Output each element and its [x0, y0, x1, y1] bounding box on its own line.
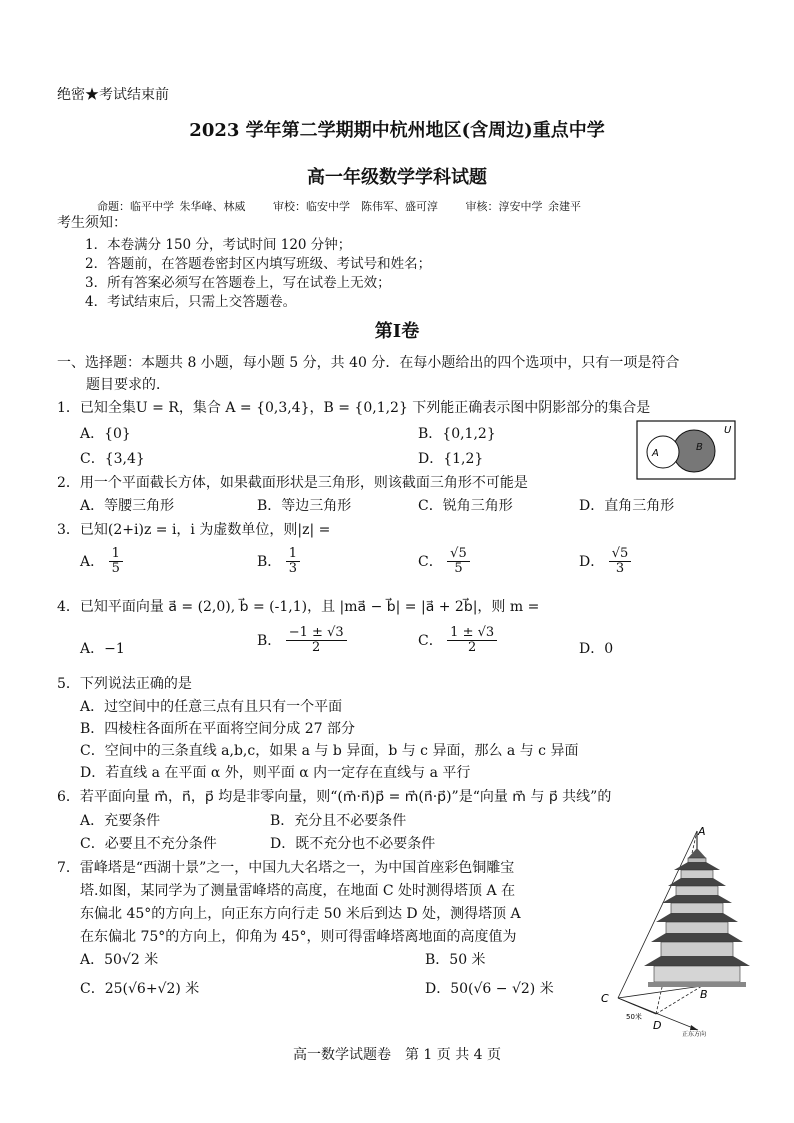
point-label-a: A	[698, 826, 706, 838]
credit-reviewer: 审校：临安中学 陈伟军、盛可淳	[273, 200, 438, 213]
venn-label-b: B	[696, 442, 703, 453]
q4-option-b	[257, 626, 347, 656]
point-label-b: B	[700, 988, 708, 1001]
q6-option-b: B．充分且不必要条件	[270, 813, 407, 829]
q5-option-a: A．过空间中的任意三点有且只有一个平面	[80, 699, 343, 715]
q1-option-c: C．{3,4}	[80, 451, 145, 467]
pagoda-roof	[662, 895, 732, 903]
option-label: A．	[80, 553, 105, 570]
point-label-c: C	[601, 992, 609, 1005]
venn-label-a: A	[652, 448, 659, 459]
exam-subtitle: 高一年级数学学科试题	[307, 167, 487, 188]
pagoda-roof	[688, 848, 706, 858]
q4-option-a: A．−1	[80, 641, 125, 657]
q6-option-a: A．充要条件	[80, 813, 161, 829]
pagoda-figure	[596, 826, 756, 1038]
numerator: 1	[109, 547, 123, 562]
question-5-stem: 5．下列说法正确的是	[57, 676, 192, 692]
q6-option-d: D．既不充分也不必要条件	[270, 836, 436, 852]
denominator: 2	[468, 640, 477, 656]
denominator: 3	[288, 561, 298, 577]
q2-option-c: C．锐角三角形	[418, 498, 513, 514]
pagoda-roof	[668, 878, 726, 886]
option-label: D．	[579, 553, 605, 570]
pagoda-base	[654, 966, 740, 982]
numerator: 1	[286, 547, 300, 562]
line-db	[656, 986, 702, 1014]
denominator: 5	[111, 561, 120, 577]
notice-heading: 考生须知：	[57, 215, 127, 231]
pagoda-roof	[644, 956, 750, 966]
section-instructions-cont: 题目要求的．	[86, 377, 170, 393]
question-4-stem: 4．已知平面向量 a⃗ = (2,0), b⃗ = (-1,1)，且 |ma⃗ − b⃗| = |a⃗ + 2b⃗|，则 m =	[57, 599, 540, 615]
q7-option-a: A．50√2 米	[80, 952, 159, 968]
q2-option-a: A．等腰三角形	[80, 498, 175, 514]
q2-option-d: D．直角三角形	[579, 498, 675, 514]
q3-option-b	[257, 547, 300, 577]
q5-option-b: B．四棱柱各面所在平面将空间分成 27 部分	[80, 721, 356, 737]
question-3-stem: 3．已知(2+i)z = i，i 为虚数单位，则|z| =	[57, 522, 331, 538]
numerator: −1 ± √3	[286, 626, 347, 641]
page-footer: 高一数学试题卷 第 1 页 共 4 页	[292, 1047, 502, 1063]
numerator: 1 ± √3	[447, 626, 497, 641]
q7-option-c: C．25(√6+√2) 米	[80, 981, 200, 997]
fraction	[286, 547, 300, 577]
point-label-d: D	[653, 1019, 662, 1032]
fraction	[447, 626, 497, 656]
option-label: C．	[418, 553, 443, 570]
question-7-stem: 7．雷峰塔是“西湖十景”之一，中国九大名塔之一，为中国首座彩色铜雕宝	[57, 860, 515, 876]
denominator: 2	[312, 640, 321, 656]
part-heading: 第Ⅰ卷	[374, 321, 420, 342]
distance-label: 50米	[626, 1013, 642, 1021]
q2-option-b: B．等边三角形	[257, 498, 352, 514]
notice-item: 1．本卷满分 150 分，考试时间 120 分钟；	[85, 237, 352, 253]
pagoda-roof	[656, 913, 738, 922]
q5-option-d: D．若直线 a 在平面 α 外，则平面 α 内一定存在直线与 a 平行	[80, 765, 471, 781]
denominator: 5	[454, 561, 463, 577]
question-7-stem-cont: 东偏北 45°的方向上，向正东方向行走 50 米后到达 D 处，测得塔顶 A	[80, 906, 521, 922]
line-cb	[618, 986, 702, 998]
fraction	[109, 547, 123, 577]
section-instructions: 一、选择题：本题共 8 小题，每小题 5 分，共 40 分．在每小题给出的四个选项中，只有一项是符合	[57, 355, 680, 371]
pagoda-roof	[651, 933, 743, 942]
q7-option-d: D．50(√6 − √2) 米	[425, 981, 554, 997]
notice-item: 4．考试结束后，只需上交答题卷。	[85, 294, 297, 310]
venn-label-u: U	[724, 425, 732, 436]
credit-author: 命题：临平中学 朱华峰、林威	[97, 200, 246, 213]
q1-option-b: B．{0,1,2}	[418, 426, 496, 442]
numerator: √5	[609, 547, 632, 562]
q4-option-d: D．0	[579, 641, 614, 657]
option-label: B．	[257, 553, 282, 570]
credit-auditor: 审核：淳安中学 余建平	[465, 200, 581, 213]
direction-label: 正东方向	[682, 1031, 707, 1038]
q3-option-c	[418, 547, 470, 577]
fraction	[609, 547, 632, 577]
q1-option-a: A．{0}	[80, 426, 131, 442]
pagoda-platform	[648, 982, 746, 987]
exam-title: 2023 学年第二学期期中杭州地区(含周边)重点中学	[189, 120, 605, 141]
question-2-stem: 2．用一个平面截长方体，如果截面形状是三角形，则该截面三角形不可能是	[57, 475, 528, 491]
option-label: B．	[257, 632, 282, 649]
denominator: 3	[615, 561, 625, 577]
q4-option-c	[418, 626, 497, 656]
question-6-stem: 6．若平面向量 m⃗，n⃗，p⃗ 均是非零向量，则“(m⃗·n⃗)p⃗ = m⃗(n⃗·p⃗)”是“向量 m⃗ 与 p⃗ 共线”的	[57, 789, 612, 805]
fraction	[286, 626, 347, 656]
q6-option-c: C．必要且不充分条件	[80, 836, 217, 852]
question-1-stem: 1．已知全集U = R，集合 A = {0,3,4}，B = {0,1,2} 下列能正确表示图中阴影部分的集合是	[57, 400, 651, 416]
question-7-stem-cont: 塔.如图，某同学为了测量雷峰塔的高度，在地面 C 处时测得塔顶 A 在	[80, 883, 516, 899]
arrowhead	[690, 1025, 698, 1030]
notice-item: 2．答题前，在答题卷密封区内填写班级、考试号和姓名；	[85, 256, 432, 272]
q3-option-d	[579, 547, 631, 577]
q5-option-c: C．空间中的三条直线 a,b,c，如果 a 与 b 异面，b 与 c 异面，那么 a 与 c 异面	[80, 743, 579, 759]
venn-diagram	[636, 420, 736, 480]
q7-option-b: B．50 米	[425, 952, 486, 968]
notice-item: 3．所有答案必须写在答题卷上，写在试卷上无效；	[85, 275, 391, 291]
fraction	[447, 547, 470, 577]
pagoda-roof	[674, 862, 720, 870]
question-7-stem-cont: 在东偏北 75°的方向上，仰角为 45°，则可得雷峰塔离地面的高度值为	[80, 929, 517, 945]
numerator: √5	[447, 547, 470, 562]
q3-option-a	[80, 547, 123, 577]
q1-option-d: D．{1,2}	[418, 451, 484, 467]
confidential-mark: 绝密★考试结束前	[57, 87, 169, 103]
credits-line	[97, 198, 603, 214]
option-label: C．	[418, 632, 443, 649]
